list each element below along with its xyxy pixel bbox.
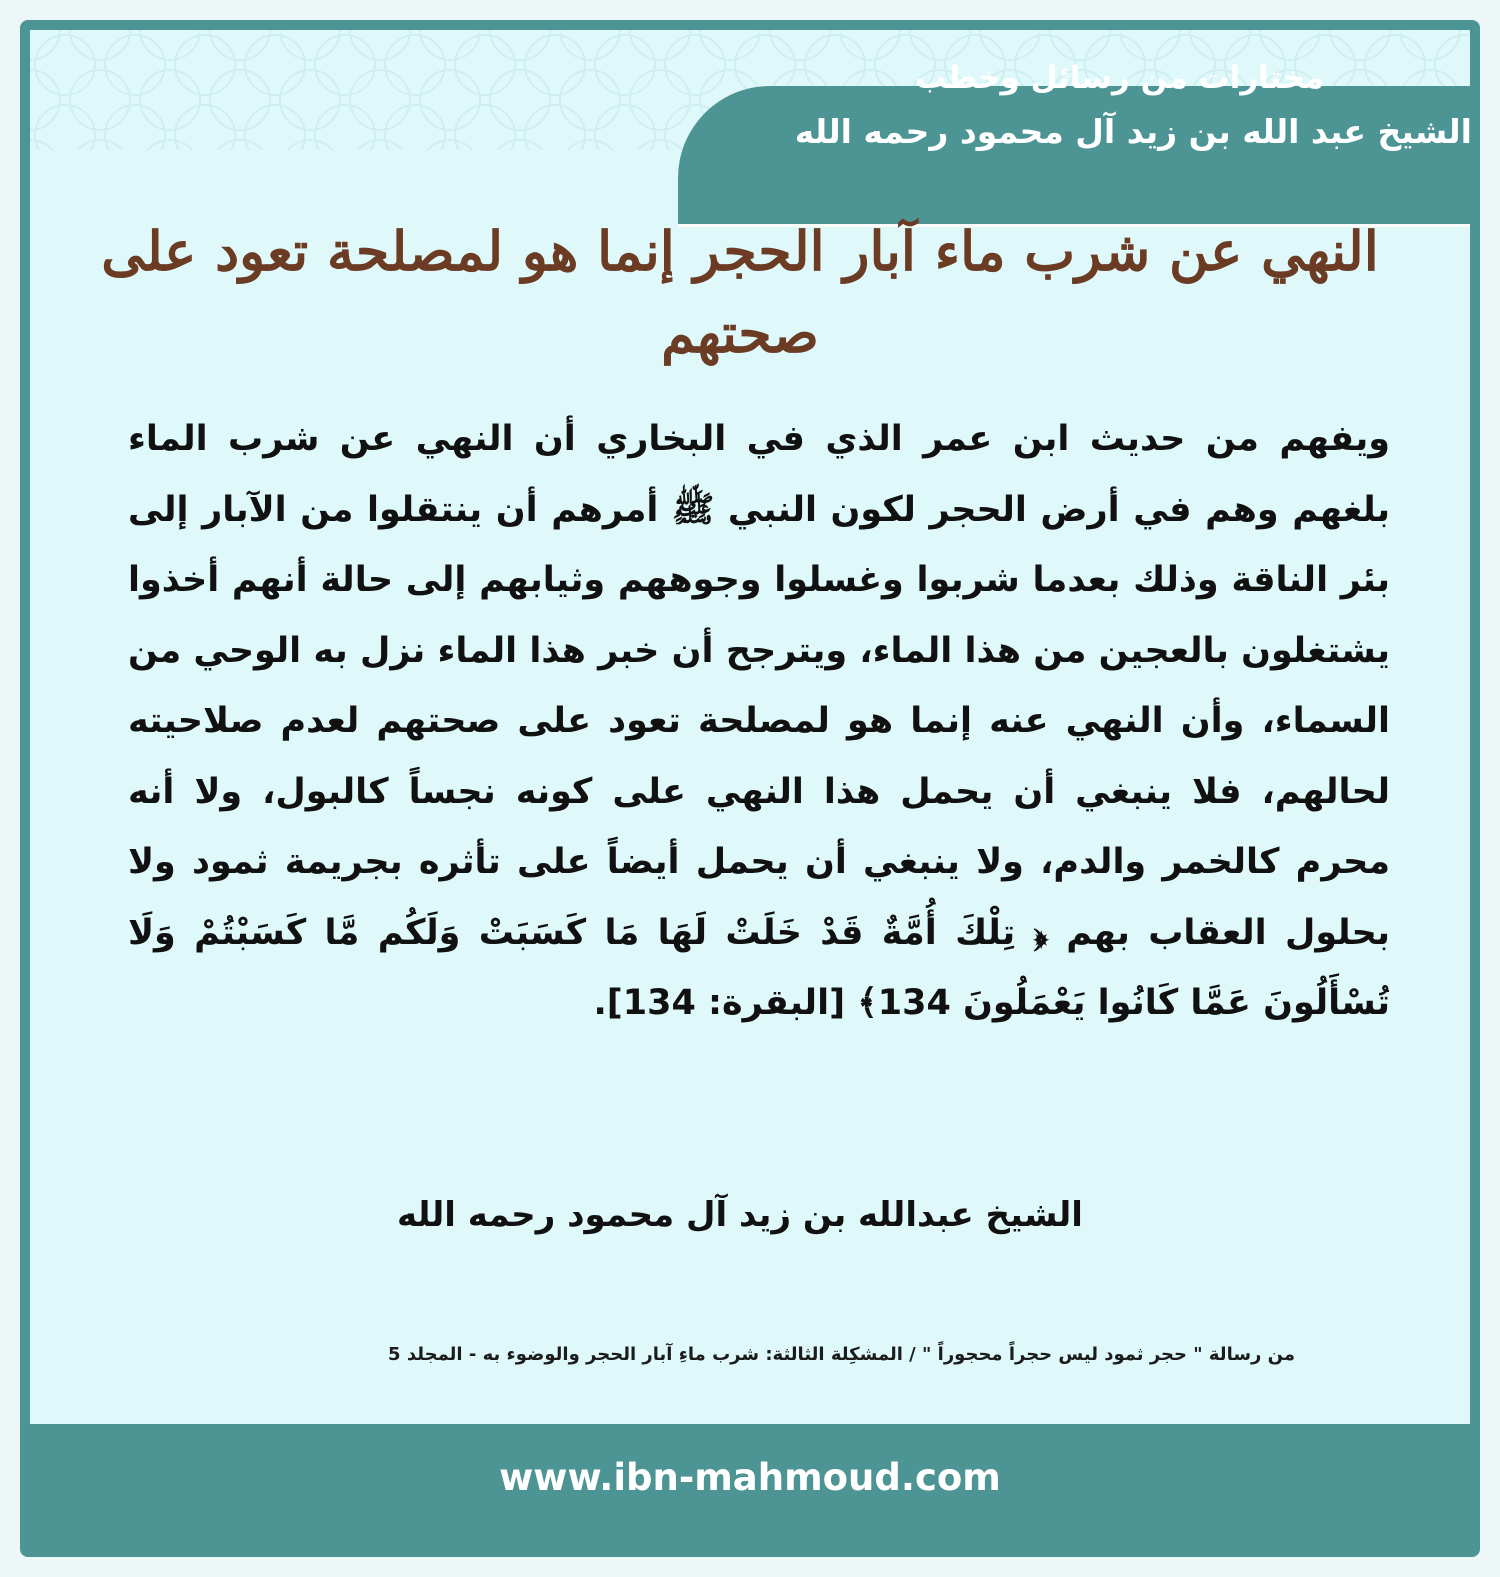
article-author: الشيخ عبدالله بن زيد آل محمود رحمه الله xyxy=(397,1195,1083,1235)
article-title: النهي عن شرب ماء آبار الحجر إنما هو لمصلحة تعود على صحتهم xyxy=(101,219,1379,365)
article-body: ويفهم من حديث ابن عمر الذي في البخاري أن النهي عن شرب الماء بلغهم وهم في أرض الحجر لكون النبي ﷺ أمرهم أن ينتقلوا من الآبار إلى بئر الناقة وذلك بعدما شربوا وغسلوا وجوههم وثيابهم إلى حالة أنهم أخذوا يشتغلون بالعجين من هذا الماء، ويترجح أن خبر هذا الماء نزل به الوحي من السماء، وأن النهي عنه إنما هو لمصلحة تعود على صحتهم لعدم صلاحيته لحالهم، فلا ينبغي أن يحمل هذا النهي على كونه نجساً كالبول، ولا أنه محرم كالخمر والدم، ولا ينبغي أن يحمل أيضاً على تأثره بجريمة ثمود ولا بحلول العقاب بهم ﴿ تِلْكَ أُمَّةٌ قَدْ خَلَتْ لَهَا مَا كَسَبَتْ وَلَكُم مَّا كَسَبْتُمْ وَلَا تُسْأَلُونَ عَمَّا كَانُوا يَعْمَلُونَ 134﴾ [البقرة: 134]. xyxy=(128,419,1390,1023)
header-subtitle: مختارات من رسائل وخطب xyxy=(915,60,1324,96)
website-link[interactable]: www.ibn-mahmoud.com xyxy=(499,1456,1001,1499)
source-citation: من رسالة " حجر ثمود ليس حجراً محجوراً " / المشكِلة الثالثة: شرب ماءِ آبار الحجر والوضوء به - المجلد 5 xyxy=(388,1344,1295,1365)
header-author: الشيخ عبد الله بن زيد آل محمود رحمه الله xyxy=(794,112,1472,151)
header-banner xyxy=(678,86,1470,227)
